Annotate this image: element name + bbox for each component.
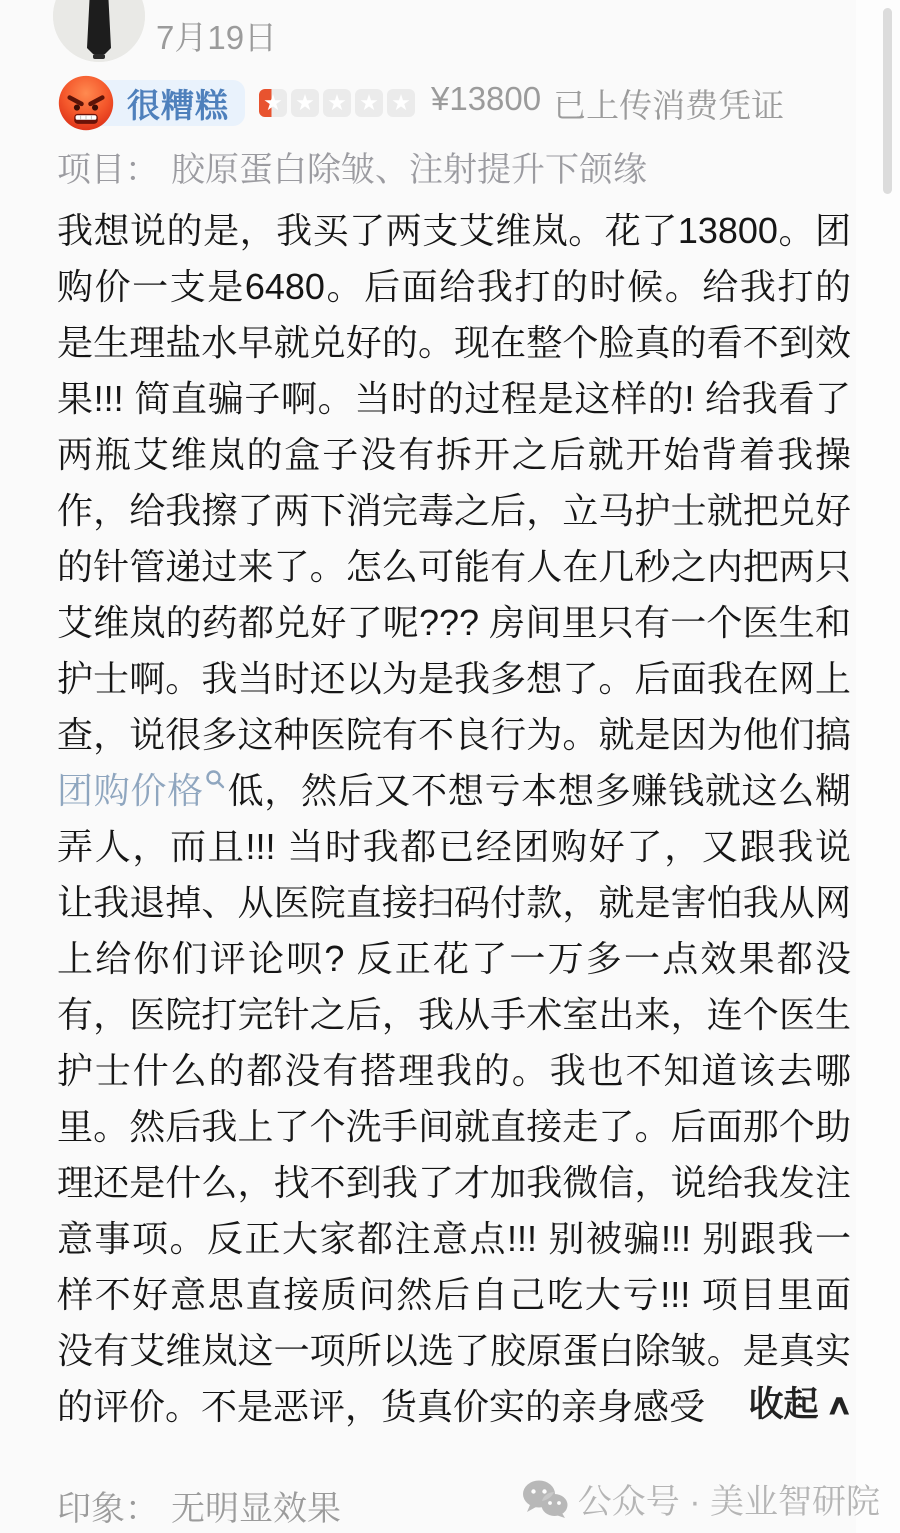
rating-row <box>57 74 784 132</box>
amount-group <box>431 80 784 127</box>
project-label: 项目： <box>57 151 159 189</box>
impression-value: 无明显效果 <box>171 1490 341 1528</box>
search-icon <box>205 769 225 789</box>
chevron-up-icon: ∧ <box>824 1389 853 1420</box>
avatar[interactable] <box>53 0 145 62</box>
impression-row <box>57 1481 341 1530</box>
post-date: 7月19日 <box>156 19 278 56</box>
watermark <box>522 1474 880 1523</box>
project-row <box>57 142 647 191</box>
collapse-button[interactable] <box>730 1377 853 1433</box>
review-text-after-link: 低，然后又不想亏本想多赚钱就这么糊弄人，而且!!! 当时我都已经团购好了，又跟我说让我退掉、从医院直接扫码付款，就是害怕我从网上给你们评论呗? 反正花了一万多一点效果都没有，医院打完针之后，我从手术室出来，连个医生护士什么的都没有搭理我的。我也不知道该去哪里。然后我上了个洗手间就直接走了。后面那个助理还是什么，找不到我了才加我微信，说给我发注意事项。反正大家都注意点!!! 别被骗!!! 别跟我一样不好意思直接质问然后自己吃大亏!!! 项目里面没有艾维岚这一项所以选了胶原蛋白除皱。是真实的评价。不是恶评，货真价实的亲身感受 <box>57 770 851 1427</box>
scrollbar-track <box>856 0 900 1533</box>
star-icon: ★ <box>295 90 315 115</box>
review-text-before-link: 我想说的是，我买了两支艾维岚。花了13800。团购价一支是6480。后面给我打的时候。给我打的是生理盐水早就兑好的。现在整个脸真的看不到效果!!! 简直骗子啊。当时的过程是这样的! 给我看了两瓶艾维岚的盒子没有拆开之后就开始背着我操作，给我擦了两下消完毒之后，立马护士就把兑好的针管递过来了。怎么可能有人在几秒之内把两只艾维岚的药都兑好了呢??? 房间里只有一个医生和护士啊。我当时还以为是我多想了。后面我在网上查，说很多这种医院有不良行为。就是因为他们搞 <box>57 210 851 755</box>
avatar-figure-icon <box>53 0 145 62</box>
star-tile <box>387 89 415 117</box>
star-icon: ★ <box>263 90 283 115</box>
amount-paid: ¥13800 <box>431 79 542 117</box>
impression-label: 印象： <box>57 1490 159 1528</box>
scrollbar-thumb[interactable] <box>883 8 892 194</box>
mood-rating <box>57 74 245 132</box>
wechat-icon <box>522 1479 568 1519</box>
collapse-label: 收起 <box>748 1385 819 1424</box>
project-value: 胶原蛋白除皱、注射提升下颌缘 <box>171 151 647 189</box>
watermark-text: 公众号 · 美业智研院 <box>577 1483 880 1521</box>
star-tile <box>323 89 351 117</box>
star-rating <box>259 89 415 117</box>
angry-emoji-icon <box>57 74 115 132</box>
mood-label: 很糟糕 <box>127 86 229 124</box>
star-icon: ★ <box>359 90 379 115</box>
star-tile <box>259 89 287 117</box>
star-icon: ★ <box>391 90 411 115</box>
review-body <box>57 203 851 1435</box>
star-icon: ★ <box>327 90 347 115</box>
group-price-link[interactable] <box>57 770 227 811</box>
receipt-note: 已上传消费凭证 <box>553 86 785 124</box>
group-price-link-label: 团购价格 <box>57 770 204 811</box>
star-tile <box>355 89 383 117</box>
star-tile <box>291 89 319 117</box>
